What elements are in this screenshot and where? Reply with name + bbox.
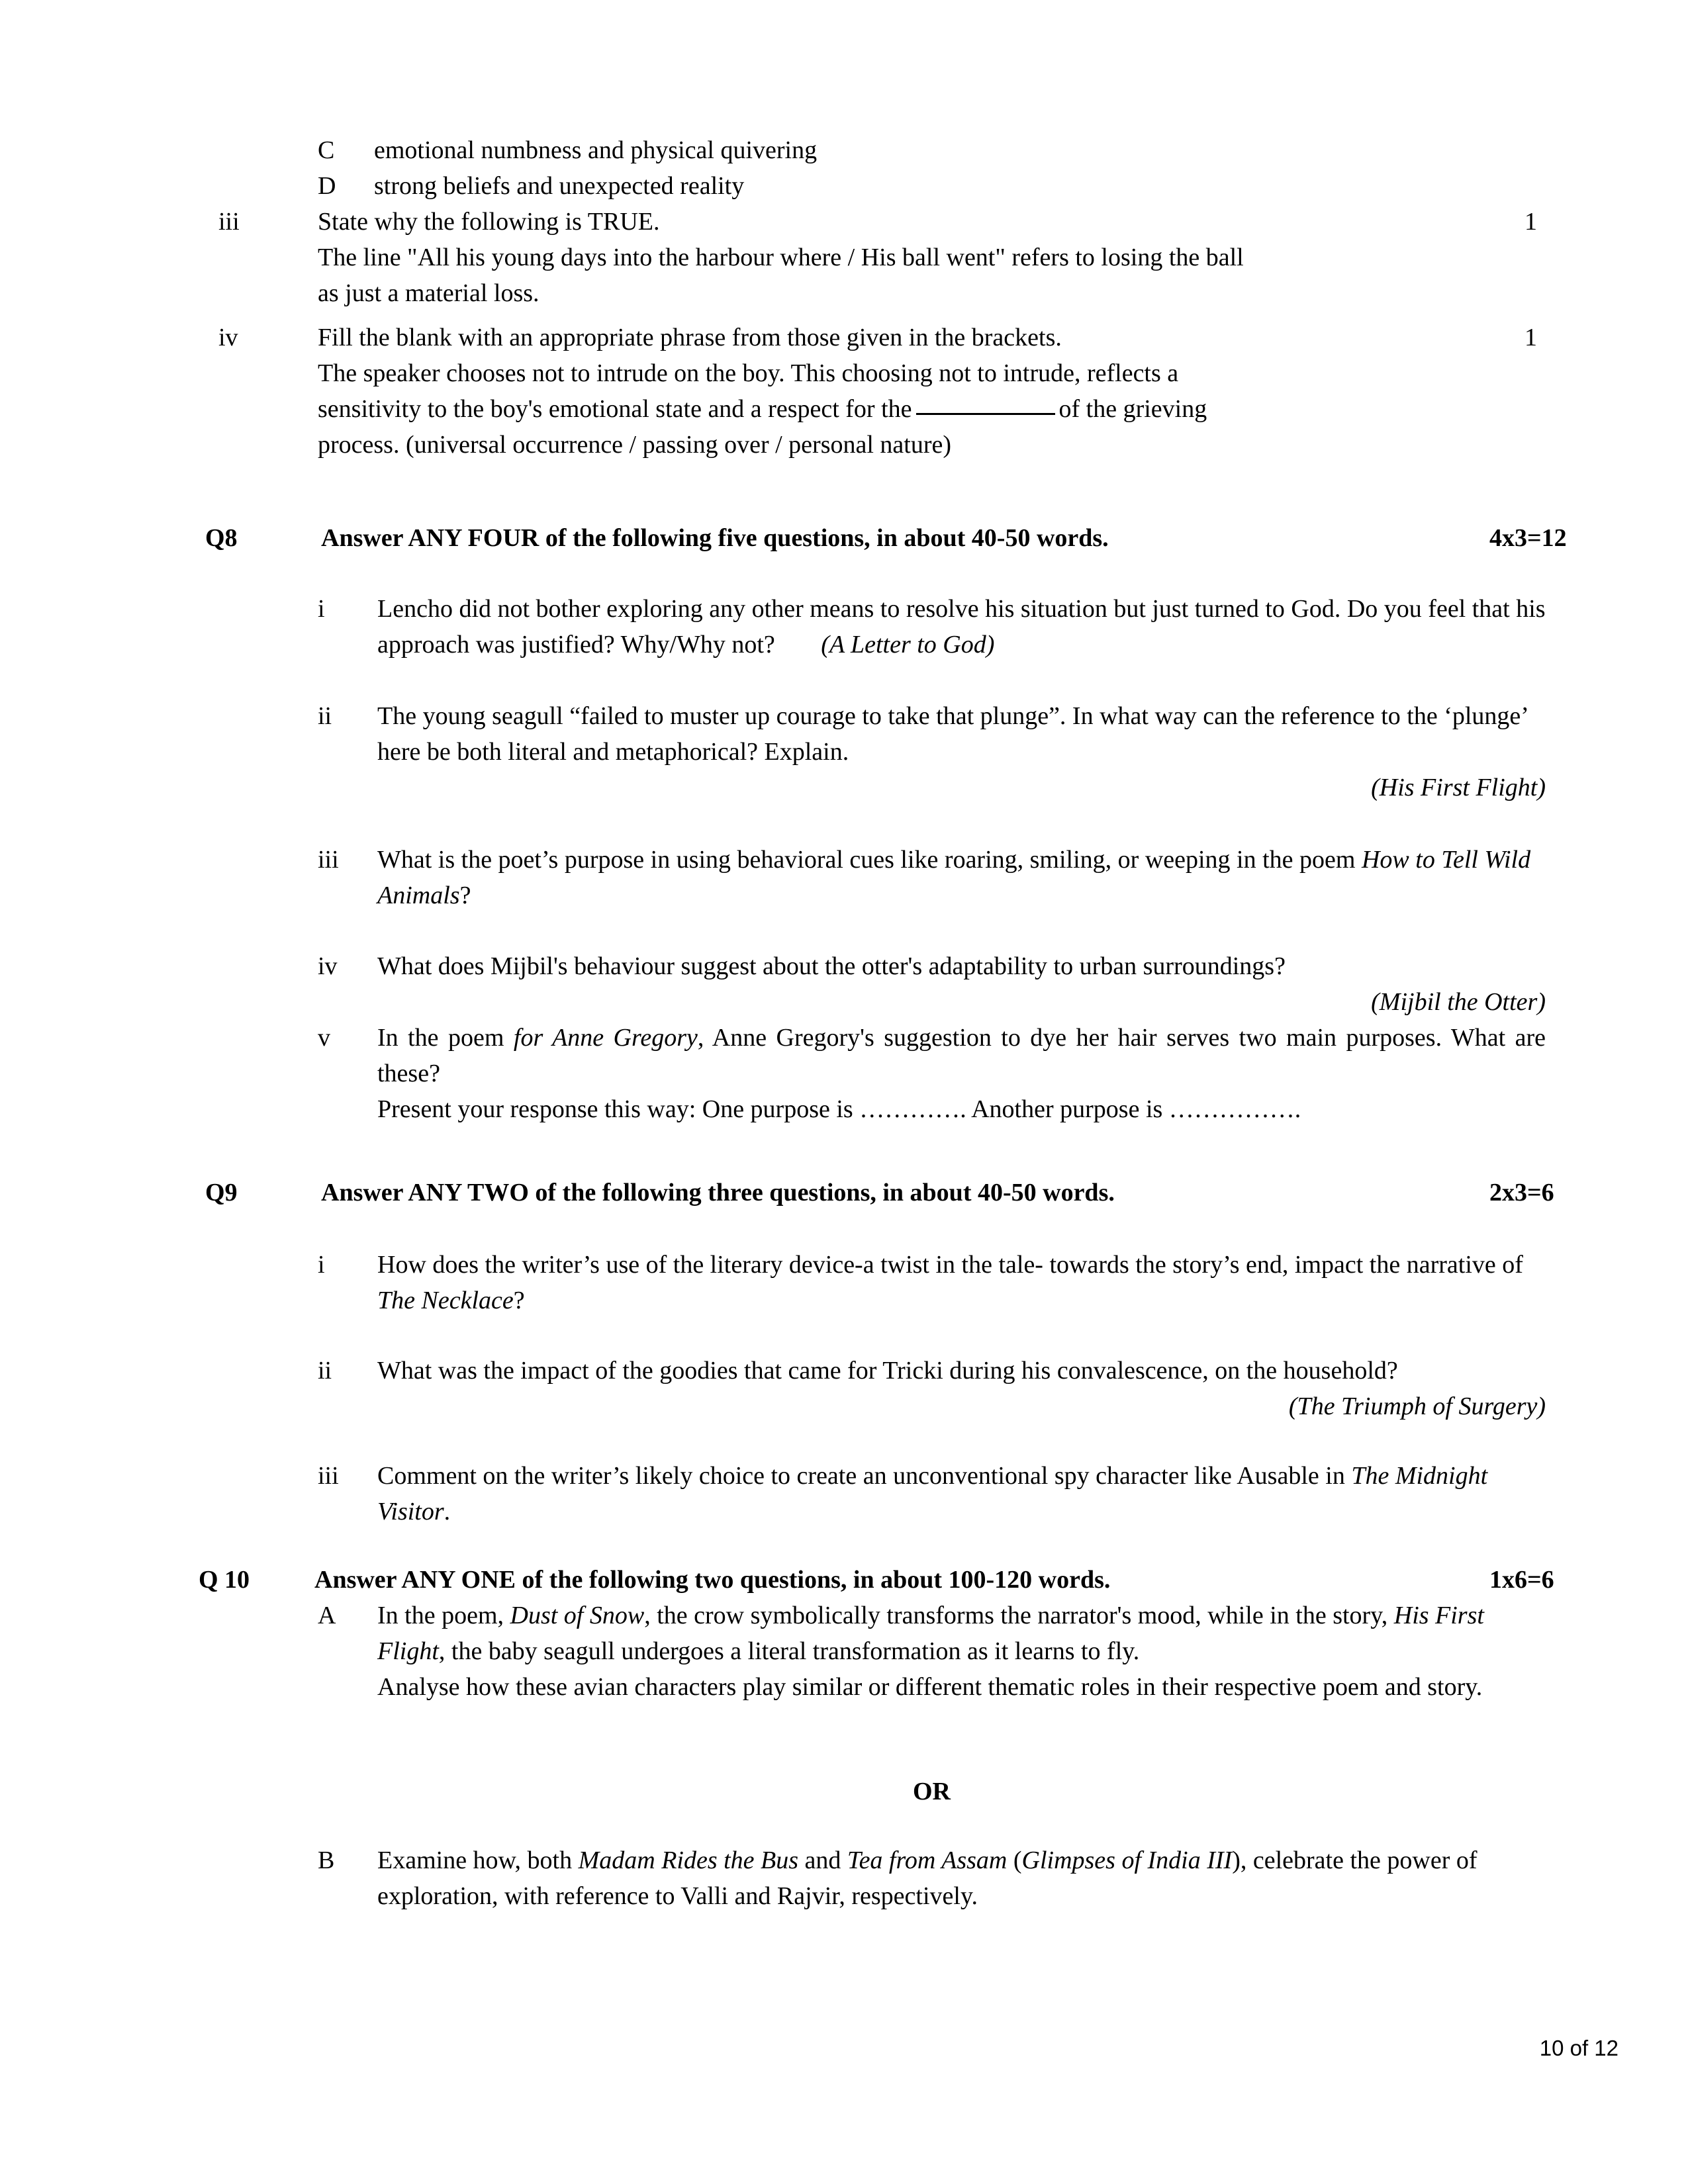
q8-item-i-numeral: i xyxy=(318,595,325,623)
mcq-option-d-letter: D xyxy=(318,172,336,200)
q8-item-iv-source: (Mijbil the Otter) xyxy=(1371,988,1546,1016)
sub-question-iv-line-2: The speaker chooses not to intrude on the boy. This choosing not to intrude, reflects a xyxy=(318,359,1179,387)
q8-item-i-body xyxy=(377,591,1546,662)
question-10-heading xyxy=(199,1562,1562,1598)
question-8-title: Answer ANY FOUR of the following five questions, in about 40-50 words. xyxy=(321,524,1109,552)
q8-item-v-pre: In the poem xyxy=(377,1024,514,1052)
marks-iii: 1 xyxy=(1524,208,1537,236)
q10-option-a-letter: A xyxy=(318,1602,336,1629)
q9-item-i-body xyxy=(377,1247,1546,1318)
sub-question-iv-line-1: Fill the blank with an appropriate phrase from those given in the brackets. xyxy=(318,324,1062,351)
q8-item-v xyxy=(318,1020,1546,1127)
sub-question-iv-body xyxy=(318,320,1526,463)
mcq-option-d xyxy=(318,168,1443,204)
blank-suffix-text: of the grieving xyxy=(1058,395,1207,423)
q9-item-i xyxy=(318,1247,1546,1318)
q9-item-ii xyxy=(318,1353,1546,1420)
q8-item-v-post: , Anne Gregory's suggestion to dye her hair serves two main purposes. What are these? xyxy=(377,1024,1546,1087)
q9-item-iii-pre: Comment on the writer’s likely choice to create an unconventional spy character like Ausable in xyxy=(377,1462,1352,1490)
sub-question-iii-body xyxy=(318,204,1526,311)
q8-item-iv-text: What does Mijbil's behaviour suggest about the otter's adaptability to urban surroundings? xyxy=(377,952,1286,980)
q8-item-v-extra: Present your response this way: One purpose is …………. Another purpose is ……………. xyxy=(377,1095,1301,1123)
sub-question-iv-numeral: iv xyxy=(218,324,238,351)
sub-question-iv xyxy=(218,320,1526,463)
sub-question-iv-line-4: process. (universal occurrence / passing over / personal nature) xyxy=(318,431,952,459)
q10-option-b xyxy=(318,1843,1546,1914)
q10-option-b-body xyxy=(377,1843,1546,1914)
q9-item-iii-body xyxy=(377,1458,1546,1529)
q9-item-i-post: ? xyxy=(513,1287,525,1314)
q10-b-seg4: ), celebrate the power of exploration, with reference to Valli and Rajvir, respectively. xyxy=(377,1846,1477,1910)
question-9-title: Answer ANY TWO of the following three questions, in about 40-50 words. xyxy=(321,1179,1115,1206)
sub-question-iii xyxy=(218,204,1526,311)
q8-item-iii-title: How to Tell Wild Animals xyxy=(377,846,1531,909)
q9-item-iii xyxy=(318,1458,1546,1529)
q10-a-title-2: His First Flight xyxy=(377,1602,1484,1665)
q8-item-iii-numeral: iii xyxy=(318,846,339,874)
question-8-label: Q8 xyxy=(205,524,238,552)
q10-a-seg2: , the crow symbolically transforms the narrator's mood, while in the story, xyxy=(644,1602,1394,1629)
mcq-option-d-text: strong beliefs and unexpected reality xyxy=(374,172,745,200)
q8-item-v-body xyxy=(377,1020,1546,1127)
question-10-title: Answer ANY ONE of the following two questions, in about 100-120 words. xyxy=(314,1566,1111,1594)
page-footer: 10 of 12 xyxy=(1539,2036,1618,2060)
marks-iv: 1 xyxy=(1524,324,1537,351)
q8-item-iii-text: What is the poet’s purpose in using behavioral cues like roaring, smiling, or weeping in the poem xyxy=(377,846,1356,874)
q10-option-b-letter: B xyxy=(318,1846,335,1874)
sub-question-iii-line-1: State why the following is TRUE. xyxy=(318,208,660,236)
q8-item-iv xyxy=(318,948,1546,1020)
q10-b-seg2: and xyxy=(798,1846,847,1874)
mcq-options-continued xyxy=(318,132,1443,204)
q10-b-seg1: Examine how, both xyxy=(377,1846,579,1874)
q9-item-iii-numeral: iii xyxy=(318,1462,339,1490)
q10-option-a xyxy=(318,1598,1546,1705)
q10-a-title-1: Dust of Snow xyxy=(510,1602,645,1629)
q8-item-v-numeral: v xyxy=(318,1024,330,1052)
question-8-marks: 4x3=12 xyxy=(1489,524,1567,552)
q8-item-iv-numeral: iv xyxy=(318,952,338,980)
sub-question-iv-line-3 xyxy=(318,391,1526,427)
q8-item-v-main xyxy=(377,1020,1546,1091)
q8-item-i xyxy=(318,591,1546,662)
q10-b-title-2: Tea from Assam xyxy=(847,1846,1008,1874)
q8-item-v-title: for Anne Gregory xyxy=(513,1024,698,1052)
q9-item-ii-text-wrap xyxy=(377,1353,1546,1420)
sub-question-iii-line-2: The line "All his young days into the harbour where / His ball went" refers to losing the ball xyxy=(318,244,1244,271)
q10-a-seg1: In the poem, xyxy=(377,1602,510,1629)
q8-item-ii-body xyxy=(377,698,1546,805)
q9-item-ii-source: (The Triumph of Surgery) xyxy=(1288,1392,1546,1420)
q9-item-i-numeral: i xyxy=(318,1251,325,1279)
blank-prefix-text: sensitivity to the boy's emotional state and a respect for the xyxy=(318,395,912,423)
mcq-option-c-text: emotional numbness and physical quivering xyxy=(374,136,818,164)
question-8-heading xyxy=(205,520,1567,556)
q8-item-ii-source: (His First Flight) xyxy=(1371,774,1546,801)
q9-item-iii-post: . xyxy=(444,1498,451,1525)
question-10-label: Q 10 xyxy=(199,1566,250,1594)
q9-item-i-title: The Necklace xyxy=(377,1287,514,1314)
question-9-marks: 2x3=6 xyxy=(1489,1179,1554,1206)
mcq-option-c-letter: C xyxy=(318,136,335,164)
q10-option-a-body xyxy=(377,1598,1546,1705)
q8-item-iii xyxy=(318,842,1546,913)
fill-blank-line xyxy=(916,413,1055,415)
q10-option-a-para-2: Analyse how these avian characters play similar or different thematic roles in their respective poem and story. xyxy=(377,1673,1483,1701)
q10-b-title-1: Madam Rides the Bus xyxy=(578,1846,799,1874)
q8-item-iii-body xyxy=(377,842,1546,913)
q9-item-ii-text: What was the impact of the goodies that came for Tricki during his convalescence, on the household? xyxy=(377,1357,1398,1385)
question-9-heading xyxy=(205,1175,1562,1210)
question-10-marks: 1x6=6 xyxy=(1489,1566,1554,1594)
q9-item-ii-body xyxy=(377,1353,1546,1420)
q8-item-ii-numeral: ii xyxy=(318,702,332,730)
q10-b-seg3: ( xyxy=(1007,1846,1022,1874)
q10-option-a-para-1 xyxy=(377,1598,1546,1669)
sub-question-iii-line-3: as just a material loss. xyxy=(318,279,539,307)
sub-question-iii-numeral: iii xyxy=(218,208,240,236)
or-separator: OR xyxy=(913,1778,951,1805)
question-9-label: Q9 xyxy=(205,1179,238,1206)
q8-item-ii-text: The young seagull “failed to muster up courage to take that plunge”. In what way can the reference to the ‘plunge’ here be both literal and metaphorical? Explain. xyxy=(377,702,1528,766)
q8-item-iv-body xyxy=(377,948,1546,1020)
q10-b-title-3: Glimpses of India III xyxy=(1021,1846,1233,1874)
q8-item-i-source: (A Letter to God) xyxy=(821,631,995,659)
q8-item-ii xyxy=(318,698,1546,805)
q9-item-i-pre: How does the writer’s use of the literary device-a twist in the tale- towards the story’s end, impact the narrative of xyxy=(377,1251,1523,1279)
q8-item-iii-text-after: ? xyxy=(459,882,471,909)
mcq-option-c xyxy=(318,132,1443,168)
q8-item-i-text: Lencho did not bother exploring any other means to resolve his situation but just turned to God. Do you feel that his approach was justified? Why/Why not? xyxy=(377,595,1546,659)
q9-item-iii-title: The Midnight Visitor xyxy=(377,1462,1488,1525)
q9-item-ii-numeral: ii xyxy=(318,1357,332,1385)
q10-a-seg3: , the baby seagull undergoes a literal transformation as it learns to fly. xyxy=(438,1637,1140,1665)
